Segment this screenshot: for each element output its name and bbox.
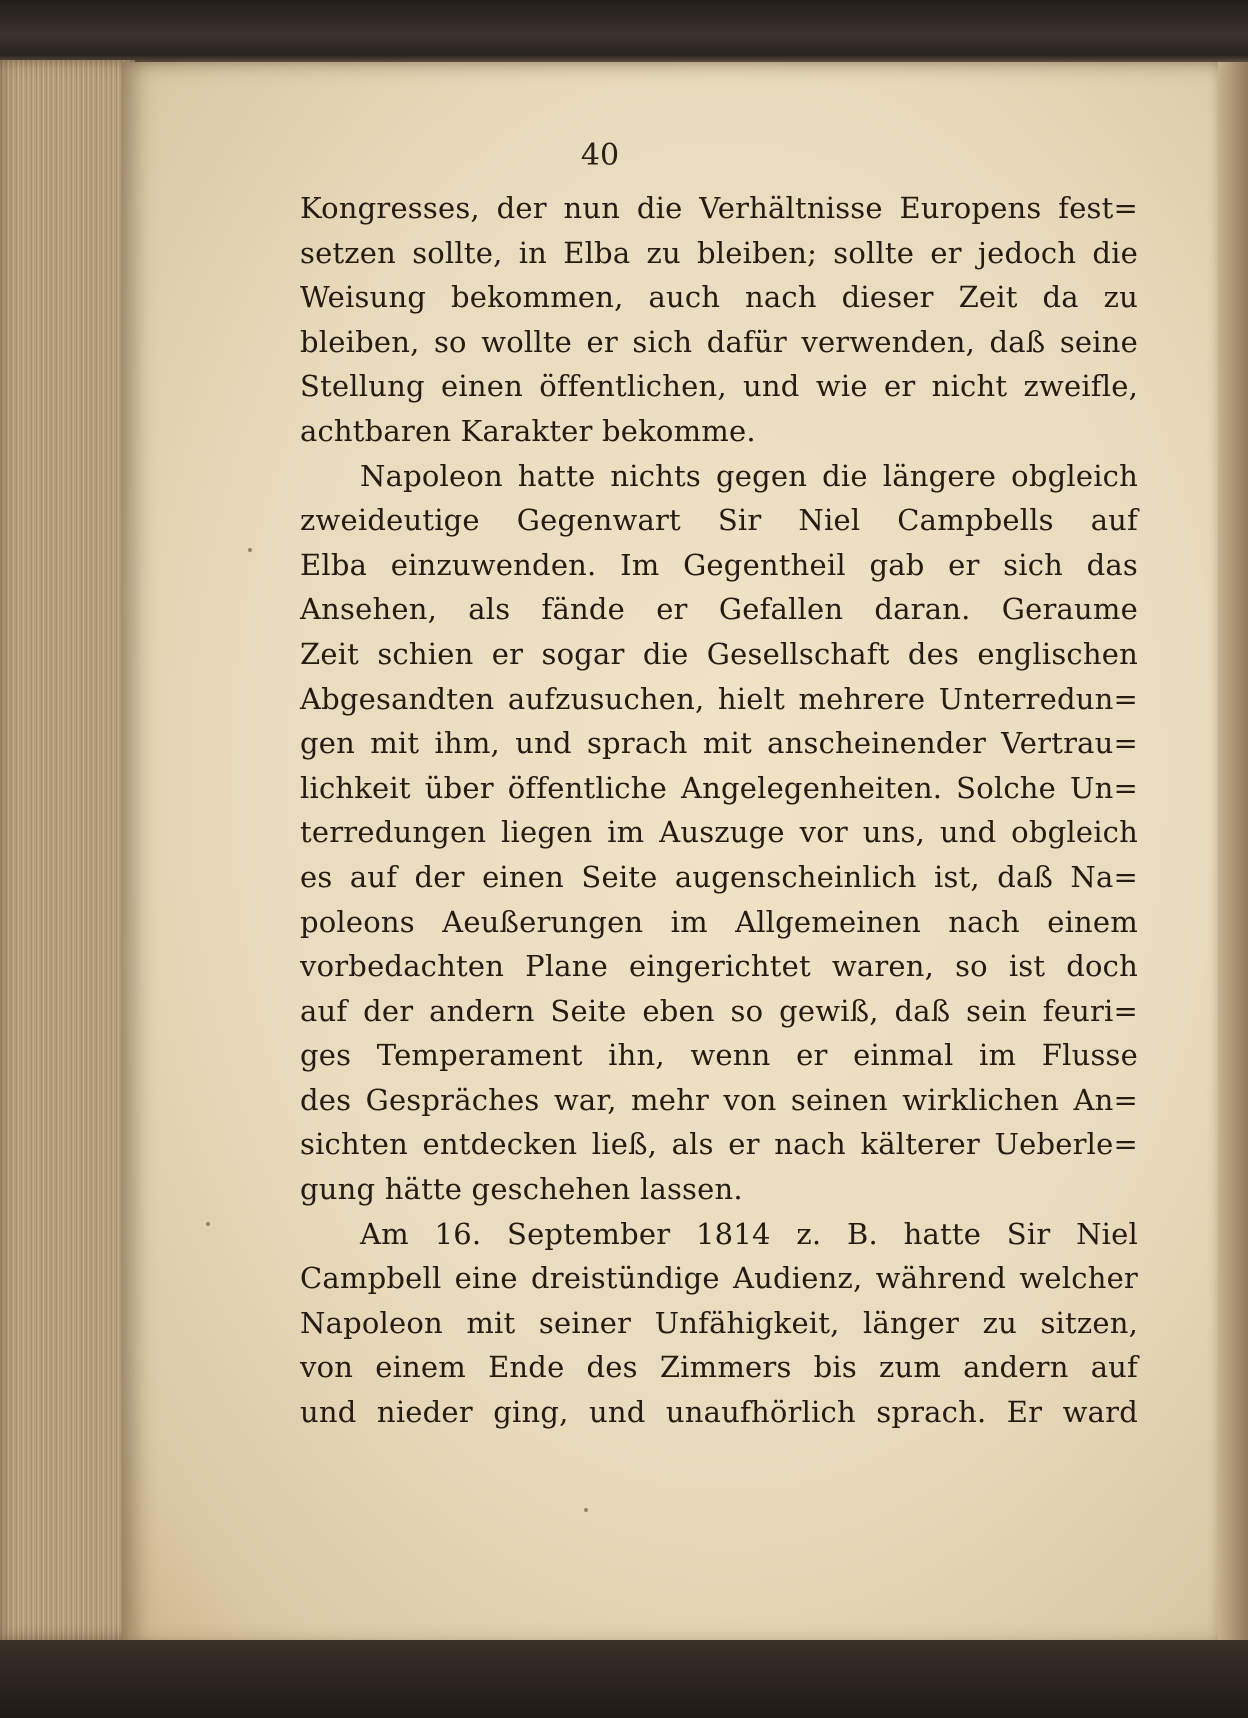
ink-speck [248,548,252,552]
text-line: es auf der einen Seite augenscheinlich ist, daß Na= [300,859,1138,894]
text-line: Zeit schien er sogar die Gesellschaft des englischen [300,636,1138,671]
text-line: zweideutige Gegenwart Sir Niel Campbells auf [300,503,1138,538]
text-line: terredungen liegen im Auszuge vor uns, und obgleich [300,815,1138,850]
page-right-edge [1218,62,1248,1647]
text-line: Weisung bekommen, auch nach dieser Zeit da zu [300,280,1138,315]
text-line: Elba einzuwenden. Im Gegentheil gab er sich das [300,547,1138,582]
text-line: Campbell eine dreistündige Audienz, während welcher [300,1261,1138,1296]
text-line: Napoleon hatte nichts gegen die längere obgleich [360,458,1138,493]
text-line: ges Temperament ihn, wenn er einmal im Flusse [300,1038,1138,1073]
text-line: Am 16. September 1814 z. B. hatte Sir Niel [360,1216,1138,1251]
text-line: gen mit ihm, und sprach mit anscheinender Vertrau= [300,726,1138,761]
ink-speck [206,1222,210,1226]
text-line: Abgesandten aufzusuchen, hielt mehrere Unterredun= [300,681,1138,716]
text-line: des Gespräches war, mehr von seinen wirklichen An= [300,1082,1138,1117]
text-line: von einem Ende des Zimmers bis zum andern auf [300,1350,1138,1385]
text-line: achtbaren Karakter bekomme. [300,413,756,448]
text-line: Ansehen, als fände er Gefallen daran. Geraume [300,592,1138,627]
text-line: lichkeit über öffentliche Angelegenheiten. Solche Un= [300,770,1138,805]
book-fore-edge [0,60,135,1640]
text-line: Stellung einen öffentlichen, und wie er nicht zweifle, [300,369,1138,404]
text-line: Napoleon mit seiner Unfähigkeit, länger zu sitzen, [300,1305,1138,1340]
text-line: gung hätte geschehen lassen. [300,1172,743,1207]
text-line: bleiben, so wollte er sich dafür verwenden, daß seine [300,324,1138,359]
text-line: und nieder ging, und unaufhörlich sprach. Er ward [300,1395,1138,1430]
text-line: setzen sollte, in Elba zu bleiben; sollte er jedoch die [300,235,1138,270]
text-line: auf der andern Seite eben so gewiß, daß sein feuri= [300,993,1138,1028]
text-line: poleons Aeußerungen im Allgemeinen nach einem [300,904,1138,939]
bottom-edge [0,1640,1248,1718]
body-text [300,186,1138,1435]
text-line: sichten entdecken ließ, als er nach kälterer Ueberle= [300,1127,1138,1162]
ink-speck [584,1508,588,1512]
text-line: Kongresses, der nun die Verhältnisse Europens fest= [300,191,1138,225]
page-number: 40 [580,138,620,173]
text-line: vorbedachten Plane eingerichtet waren, so ist doch [300,949,1138,984]
